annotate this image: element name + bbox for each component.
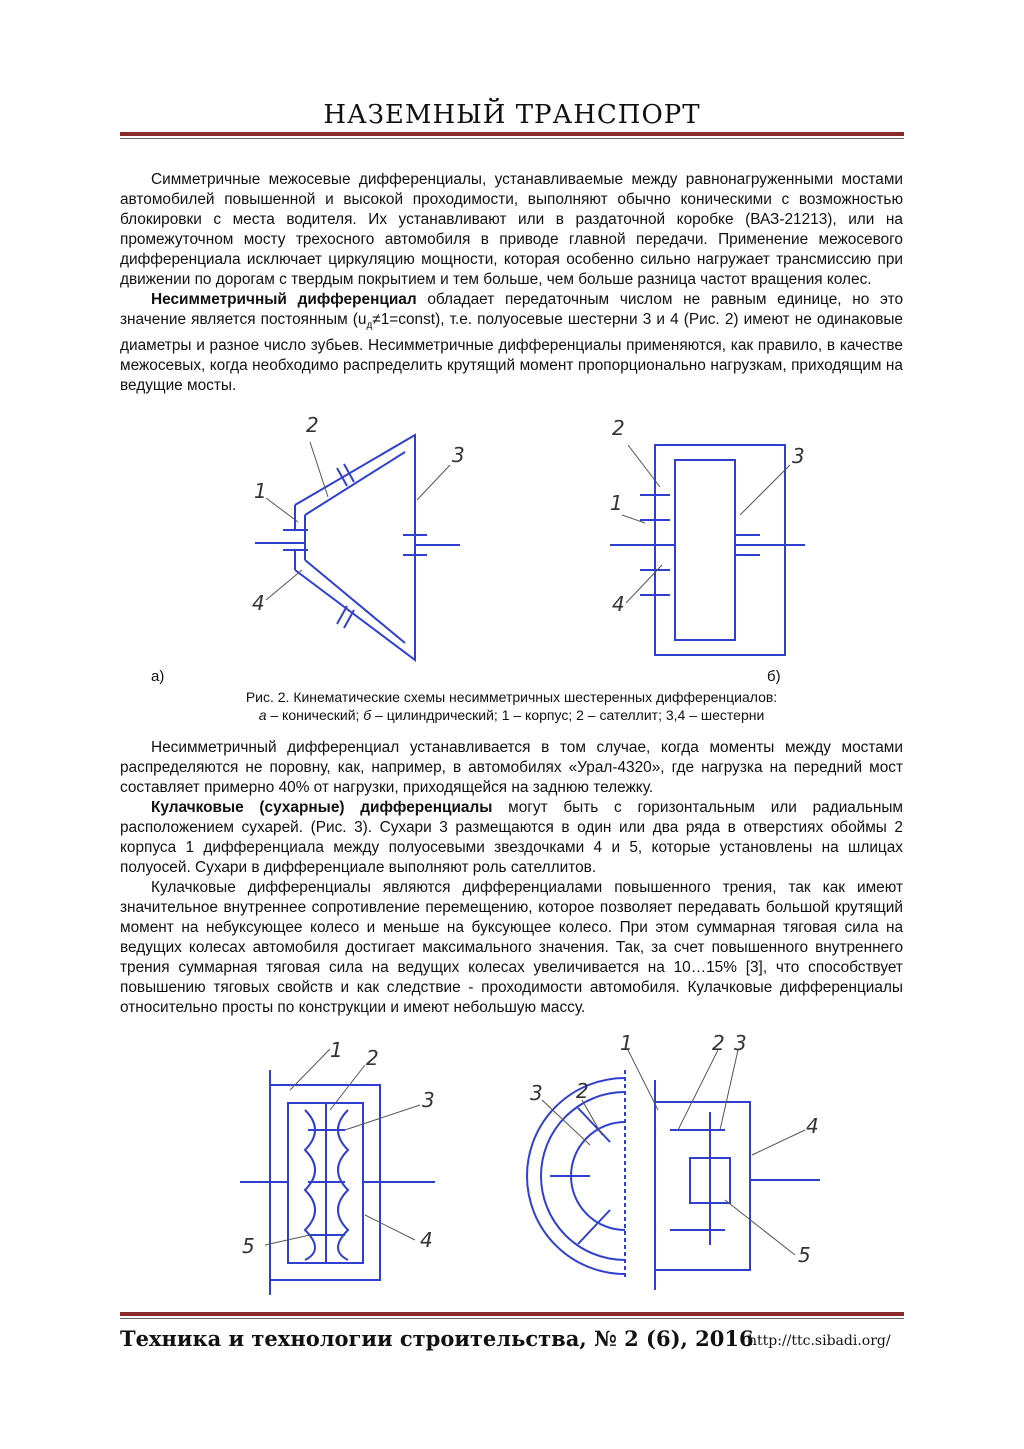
paragraph-4-text: могут быть с горизонтальным или радиальным расположением сухарей. (Рис. 3). Сухари 3 размещаются в один или два ряда в отверстиях обоймы 2 корпуса 1 дифференциала между полуосевыми звездочками 4 и 5, которые установлены на шлицах полуосей. Сухари в дифференциале выполняют роль сателлитов. [120,799,903,876]
fig3-right-label-5: 5 [798,1243,811,1267]
fig2b-label-4: 4 [612,592,625,616]
paragraph-2-text-b: ≠1=const), т.е. полуосевые шестерни 3 и 4 (Рис. 2) имеют не одинаковые диаметры и разное число зубьев. Несимметричные дифференциалы применяются, как правило, в качестве межосевых, когда необходимо распределить крутящий момент пропорционально нагрузкам, приходящим на ведущие мосты. [120,311,903,395]
header-rule-thin [120,138,904,139]
fig3-right-label-3b: 3 [530,1081,543,1105]
figure-2a-marker: а) [151,668,165,685]
footer-url-link[interactable]: http://ttc.sibadi.org/ [748,1333,891,1349]
caption-a: а [258,707,267,723]
fig3-left-label-1: 1 [330,1038,343,1062]
text-block-bottom [120,738,903,1018]
fig3-left-label-2: 2 [366,1046,379,1070]
fig3-right-label-4: 4 [806,1114,819,1138]
fig2a-label-3: 3 [452,443,465,467]
paragraph-2-text-a: обладает передаточным числом не равным единице, но это значение является постоянным (u [120,291,904,328]
term-cam: Кулачковые (сухарные) дифференциалы [151,799,493,816]
fig3-right-label-3: 3 [734,1031,747,1055]
footer-rule-thin [120,1318,904,1319]
fig2b-label-1: 1 [610,491,623,515]
header-rule [120,132,904,136]
figure-2-caption-line2 [120,706,903,724]
caption-b-text: – цилиндрический; 1 – корпус; 2 – сателлит; 3,4 – шестерни [371,707,765,723]
subscript-d: д [366,320,373,332]
fig2a-label-2: 2 [306,413,319,437]
figure-2a-conical-diagram [240,410,480,670]
figure-2-caption-line1: Рис. 2. Кинематические схемы несимметричных шестеренных дифференциалов: [245,689,778,705]
fig2b-label-3: 3 [792,444,805,468]
paragraph-5: Кулачковые дифференциалы являются дифференциалами повышенного трения, так как имеют значительное внутреннее сопротивление перемещению, которое позволяет передавать большой крутящий момент на небуксующее колесо и меньше на буксующее колесо. При этом суммарная тяговая сила на ведущих колесах автомобиля достигает максимального значения. Так, за счет повышенного внутреннего трения суммарная тяговая сила на ведущих колесах увеличивается на 10…15% [3], что способствует повышению тяговых свойств и как следствие - проходимости автомобиля. Кулачковые дифференциалы относительно просты по конструкции и имеют небольшую массу. [120,879,903,1016]
footer-journal-title: Техника и технологии строительства, № 2 (6), 2016 [120,1326,754,1351]
fig3-right-label-1: 1 [620,1031,633,1055]
figure-2b-marker: б) [767,668,781,685]
figure-2b-cylindrical-diagram [600,415,820,665]
caption-a-text: – конический; [266,707,364,723]
fig2b-label-2: 2 [612,416,625,440]
paragraph-1: Симметричные межосевые дифференциалы, устанавливаемые между равнонагруженными мостами автомобилей повышенной и высокой проходимости, выполняют обычно коническими с возможностью блокировки с места водителя. Их устанавливают или в раздаточной коробке (ВАЗ-21213), или на промежуточном мосту трехосного автомобиля в приводе главной передачи. Применение межосевого дифференциала исключает циркуляцию мощности, которая особенно сильно нагружает трансмиссию при движении по дорогам с твердым покрытием и тем больше, чем больше разница частот вращения колес. [120,171,903,288]
caption-b: б [363,707,372,723]
fig3-right-label-2b: 2 [576,1079,589,1103]
paragraph-2 [120,290,903,396]
figure-3-right-diagram [520,1030,840,1310]
fig2a-label-1: 1 [254,479,267,503]
paragraph-4 [120,798,903,878]
figure-2-caption [120,688,903,724]
fig3-left-label-3: 3 [422,1088,435,1112]
fig3-left-label-4: 4 [420,1228,433,1252]
text-block-top [120,170,903,396]
page-header-title: НАЗЕМНЫЙ ТРАНСПОРТ [323,100,701,130]
fig3-left-label-5: 5 [242,1234,255,1258]
footer-rule [120,1312,904,1316]
fig2a-label-4: 4 [252,591,265,615]
fig3-right-label-2: 2 [712,1031,725,1055]
figure-3-left-diagram [230,1035,450,1305]
term-asymmetric: Несимметричный дифференциал [151,291,417,308]
paragraph-3: Несимметричный дифференциал устанавливается в том случае, когда моменты между мостами распределяются не поровну, как, например, в автомобилях «Урал-4320», где нагрузка на передний мост составляет примерно 40% от нагрузки, приходящейся на заднюю тележку. [120,739,903,796]
